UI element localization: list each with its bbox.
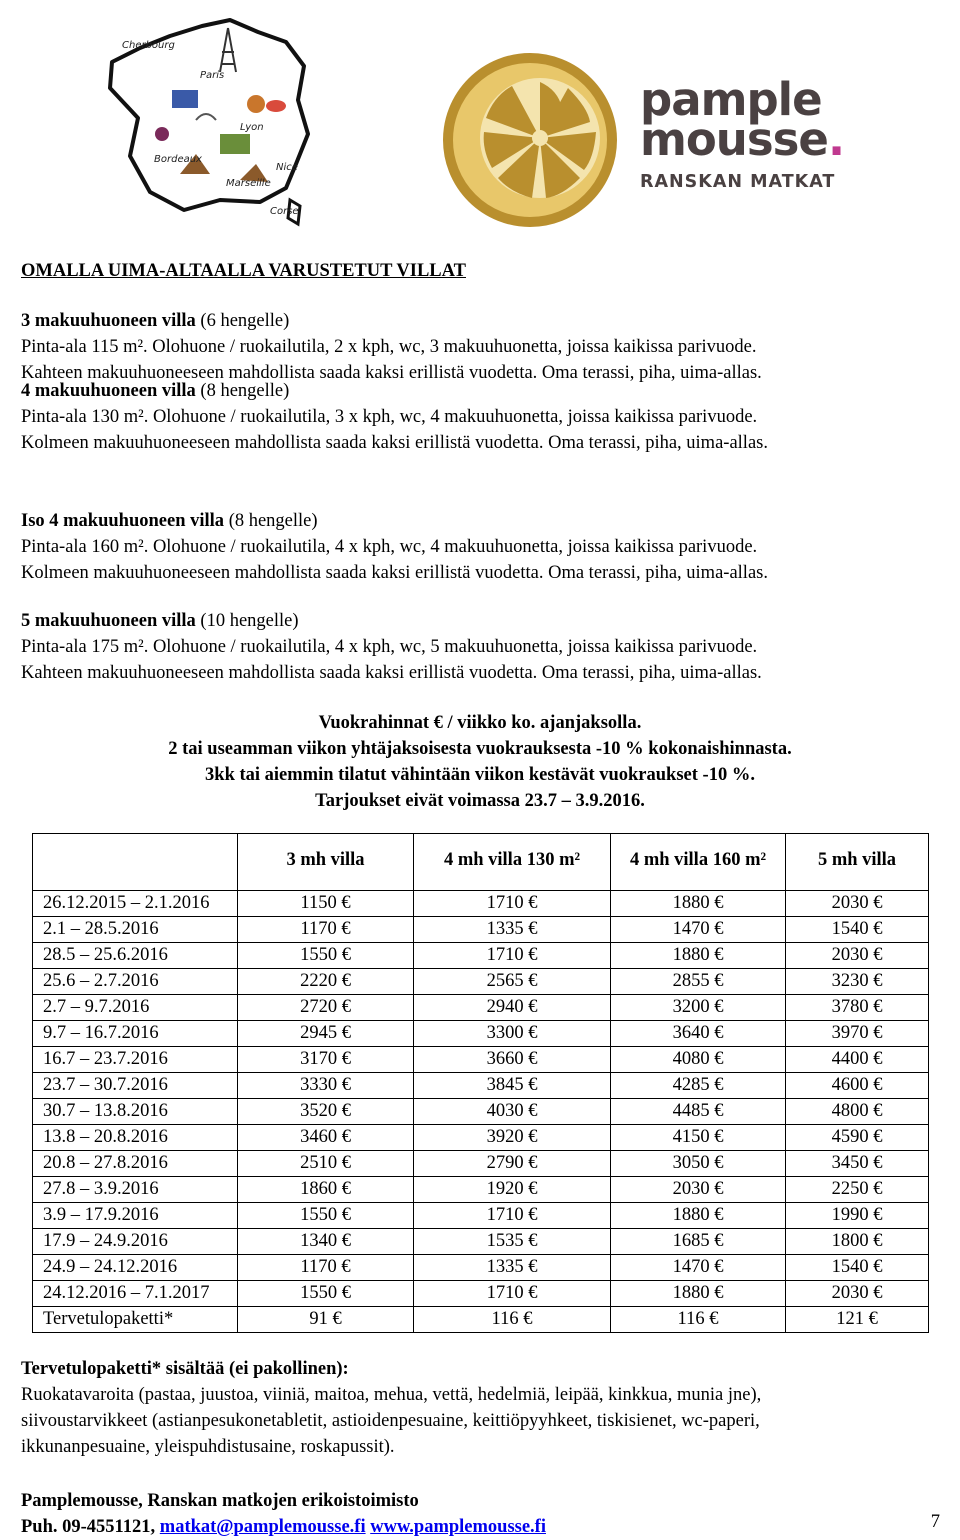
period-cell: 24.9 – 24.12.2016 [33,1255,238,1281]
footer-phone: Puh. 09-4551121, [21,1517,156,1537]
villa-name: Iso 4 makuuhuoneen villa [21,511,225,531]
price-cell: 2855 € [611,969,786,995]
table-row [33,1073,929,1099]
eiffel-tower-icon [220,28,236,72]
villa-capacity: (6 hengelle) [200,311,290,331]
price-cell: 3050 € [611,1151,786,1177]
period-cell: 3.9 – 17.9.2016 [33,1203,238,1229]
villa-description-line: Pinta-ala 160 m². Olohuone / ruokailutila, 4 x kph, wc, 4 makuuhuonetta, joissa kaikissa parivuode. [21,537,758,557]
table-header-row [33,834,929,891]
price-cell: 1550 € [238,1281,414,1307]
table-row [33,1177,929,1203]
period-cell: 27.8 – 3.9.2016 [33,1177,238,1203]
table-row [33,1229,929,1255]
table-header-cell: 4 mh villa 160 m² [611,834,786,891]
price-cell: 1540 € [786,917,929,943]
villa-description-line: Pinta-ala 175 m². Olohuone / ruokailutila, 4 x kph, wc, 5 makuuhuonetta, joissa kaikissa parivuode. [21,637,758,657]
price-cell: 1470 € [611,917,786,943]
villa-capacity: (8 hengelle) [228,511,318,531]
table-row [33,891,929,917]
grapefruit-logo-icon [440,50,620,230]
villa-block [21,508,768,586]
price-cell: 3300 € [414,1021,611,1047]
price-cell: 3780 € [786,995,929,1021]
brand-word-1: pample [640,73,822,126]
price-cell: 4400 € [786,1047,929,1073]
villa-block [21,308,762,386]
city-label: Lyon [240,122,264,133]
page-number: 7 [930,1512,940,1532]
period-cell: 30.7 – 13.8.2016 [33,1099,238,1125]
table-row [33,969,929,995]
price-cell: 2790 € [414,1151,611,1177]
city-label: Paris [200,70,225,81]
table-header-cell: 3 mh villa [238,834,414,891]
price-cell: 2030 € [611,1177,786,1203]
table-header-cell [33,834,238,891]
period-cell: 20.8 – 27.8.2016 [33,1151,238,1177]
table-row [33,1203,929,1229]
table-header-cell: 4 mh villa 130 m² [414,834,611,891]
price-cell: 1470 € [611,1255,786,1281]
welcome-package [21,1356,761,1460]
price-cell: 3520 € [238,1099,414,1125]
villa-description-line: Pinta-ala 115 m². Olohuone / ruokailutila, 2 x kph, wc, 3 makuuhuonetta, joissa kaikissa parivuode. [21,337,757,357]
footer-email-link[interactable]: matkat@pamplemousse.fi [159,1517,366,1537]
price-cell: 3845 € [414,1073,611,1099]
package-title: Tervetulopaketti* sisältää (ei pakollinen): [21,1359,349,1379]
villa-name: 3 makuuhuoneen villa [21,311,196,331]
period-cell: 25.6 – 2.7.2016 [33,969,238,995]
table-row [33,995,929,1021]
price-cell: 2720 € [238,995,414,1021]
pricing-note: Vuokrahinnat € / viikko ko. ajanjaksolla. [318,713,642,733]
villa-name: 4 makuuhuoneen villa [21,381,196,401]
villa-description-line: Kolmeen makuuhuoneeseen mahdollista saada kaksi erillistä vuodetta. Oma terassi, piha, uima-allas. [21,563,768,583]
price-cell: 1170 € [238,917,414,943]
brand-tagline: RANSKAN MATKAT [640,172,836,192]
city-label: Cherbourg [122,40,175,51]
price-cell: 3230 € [786,969,929,995]
price-cell: 1800 € [786,1229,929,1255]
pricing-note: 3kk tai aiemmin tilatut vähintään viikon kestävät vuokraukset -10 %. [205,765,755,785]
villa-description-line: Kolmeen makuuhuoneeseen mahdollista saada kaksi erillistä vuodetta. Oma terassi, piha, uima-allas. [21,433,768,453]
price-cell: 3460 € [238,1125,414,1151]
period-cell: Tervetulopaketti* [33,1307,238,1333]
price-cell: 3970 € [786,1021,929,1047]
villa-block [21,608,762,686]
price-cell: 3920 € [414,1125,611,1151]
footer-website-link[interactable]: www.pamplemousse.fi [370,1517,546,1537]
price-cell: 1880 € [611,943,786,969]
pricing-note: 2 tai useamman viikon yhtäjaksoisesta vuokrauksesta -10 % kokonaishinnasta. [168,739,792,759]
price-cell: 1540 € [786,1255,929,1281]
price-cell: 1535 € [414,1229,611,1255]
villa-description-line: Pinta-ala 130 m². Olohuone / ruokailutila, 3 x kph, wc, 4 makuuhuonetta, joissa kaikissa parivuode. [21,407,758,427]
price-cell: 2250 € [786,1177,929,1203]
table-body [33,891,929,1333]
price-cell: 4800 € [786,1099,929,1125]
price-cell: 2945 € [238,1021,414,1047]
price-cell: 2565 € [414,969,611,995]
price-cell: 3200 € [611,995,786,1021]
table-row [33,1021,929,1047]
price-cell: 1880 € [611,1281,786,1307]
price-cell: 1880 € [611,1203,786,1229]
price-cell: 91 € [238,1307,414,1333]
price-cell: 1880 € [611,891,786,917]
pricing-notes [0,710,960,814]
price-cell: 4285 € [611,1073,786,1099]
price-cell: 4600 € [786,1073,929,1099]
price-cell: 3330 € [238,1073,414,1099]
price-cell: 1710 € [414,943,611,969]
table-row [33,1099,929,1125]
price-cell: 116 € [414,1307,611,1333]
brand-dot: . [827,113,845,166]
price-cell: 1710 € [414,1281,611,1307]
period-cell: 2.7 – 9.7.2016 [33,995,238,1021]
package-line: Ruokatavaroita (pastaa, juustoa, viiniä, maitoa, mehua, vettä, hedelmiä, leipää, kinkkua, munia jne), [21,1385,762,1405]
table-row [33,1151,929,1177]
price-cell: 1685 € [611,1229,786,1255]
price-cell: 2510 € [238,1151,414,1177]
period-cell: 9.7 – 16.7.2016 [33,1021,238,1047]
map-decorations [155,90,286,182]
table-row [33,917,929,943]
price-cell: 2220 € [238,969,414,995]
period-cell: 24.12.2016 – 7.1.2017 [33,1281,238,1307]
city-label: Marseille [226,178,271,189]
price-cell: 2940 € [414,995,611,1021]
price-cell: 1170 € [238,1255,414,1281]
price-cell: 1920 € [414,1177,611,1203]
brand-wordmark [640,73,845,192]
price-table [32,833,929,1333]
villa-description-line: Kahteen makuuhuoneeseen mahdollista saada kaksi erillistä vuodetta. Oma terassi, piha, uima-allas. [21,663,762,683]
price-cell: 4590 € [786,1125,929,1151]
section-title: OMALLA UIMA-ALTAALLA VARUSTETUT VILLAT [21,261,466,281]
package-line: siivoustarvikkeet (astianpesukonetabletit, astioidenpesuaine, keittiöpyyhkeet, tiskisienet, wc-paperi, [21,1411,760,1431]
france-map-illustration [100,14,320,230]
price-cell: 3450 € [786,1151,929,1177]
price-cell: 1550 € [238,943,414,969]
price-cell: 1335 € [414,917,611,943]
package-line: ikkunanpesuaine, yleispuhdistusaine, roskapussit). [21,1437,395,1457]
table-header-cell: 5 mh villa [786,834,929,891]
period-cell: 2.1 – 28.5.2016 [33,917,238,943]
price-cell: 1340 € [238,1229,414,1255]
price-cell: 3660 € [414,1047,611,1073]
footer-company: Pamplemousse, Ranskan matkojen erikoistoimisto [21,1491,419,1511]
price-cell: 2030 € [786,1281,929,1307]
villa-name: 5 makuuhuoneen villa [21,611,196,631]
price-cell: 4080 € [611,1047,786,1073]
brand-word-2: mousse [640,113,828,166]
villa-block [21,378,768,456]
price-cell: 1990 € [786,1203,929,1229]
price-cell: 3640 € [611,1021,786,1047]
period-cell: 16.7 – 23.7.2016 [33,1047,238,1073]
table-row [33,1281,929,1307]
price-cell: 1335 € [414,1255,611,1281]
price-cell: 4485 € [611,1099,786,1125]
table-row [33,943,929,969]
table-row [33,1307,929,1333]
city-label: Nice [276,162,298,173]
period-cell: 28.5 – 25.6.2016 [33,943,238,969]
price-cell: 1710 € [414,1203,611,1229]
price-cell: 1860 € [238,1177,414,1203]
footer [21,1488,546,1540]
city-label: Bordeaux [154,154,202,165]
table-row [33,1125,929,1151]
price-cell: 4030 € [414,1099,611,1125]
villa-capacity: (10 hengelle) [200,611,299,631]
villa-description-line: Kahteen makuuhuoneeseen mahdollista saada kaksi erillistä vuodetta. Oma terassi, piha, uima-allas. [21,363,762,383]
price-cell: 1150 € [238,891,414,917]
villa-capacity: (8 hengelle) [200,381,290,401]
price-cell: 1710 € [414,891,611,917]
table-row [33,1047,929,1073]
price-cell: 2030 € [786,891,929,917]
price-cell: 4150 € [611,1125,786,1151]
price-cell: 3170 € [238,1047,414,1073]
table-row [33,1255,929,1281]
price-cell: 121 € [786,1307,929,1333]
price-cell: 2030 € [786,943,929,969]
pricing-note: Tarjoukset eivät voimassa 23.7 – 3.9.2016. [315,791,645,811]
period-cell: 13.8 – 20.8.2016 [33,1125,238,1151]
period-cell: 23.7 – 30.7.2016 [33,1073,238,1099]
period-cell: 26.12.2015 – 2.1.2016 [33,891,238,917]
city-label: Corse [270,206,299,217]
price-cell: 1550 € [238,1203,414,1229]
period-cell: 17.9 – 24.9.2016 [33,1229,238,1255]
price-cell: 116 € [611,1307,786,1333]
